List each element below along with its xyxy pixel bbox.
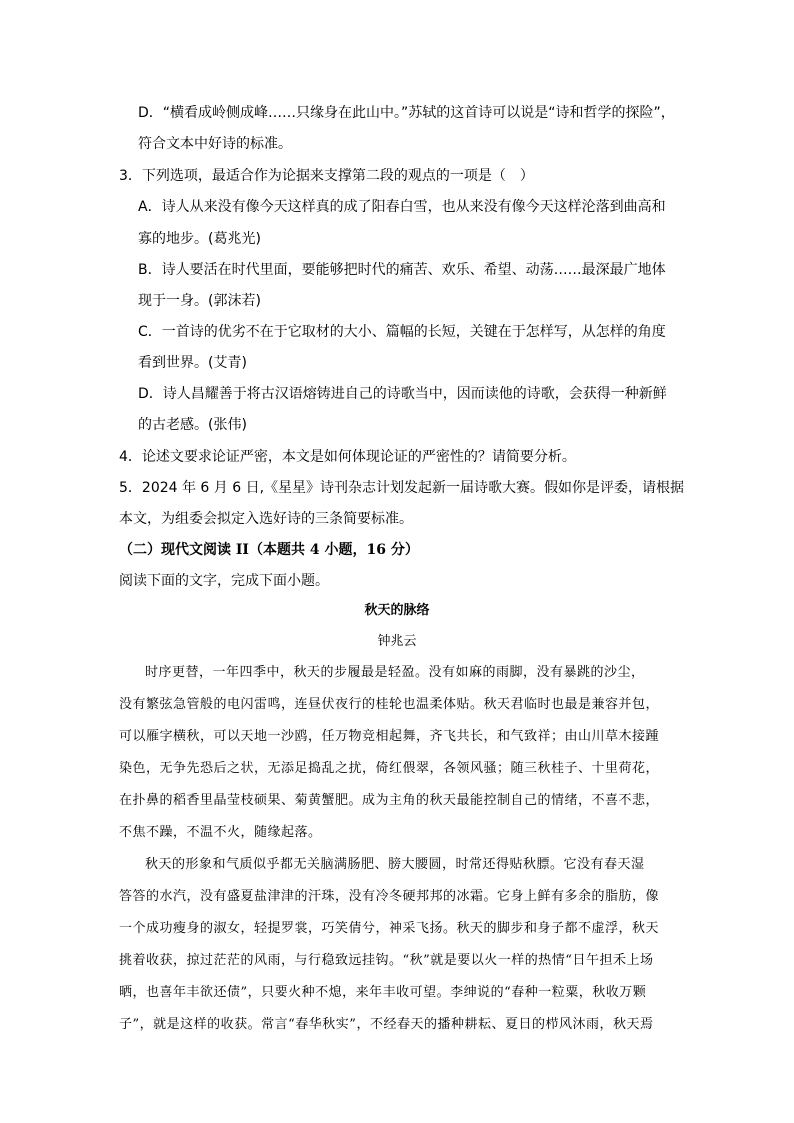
q3-option-a-line-1: A．诗人从来没有像今天这样真的成了阳春白雪，也从来没有像今天这样沦落到曲高和: [138, 199, 666, 215]
article-author: 钟兆云: [377, 634, 417, 649]
q3-option-b-line-1: B．诗人要活在时代里面，要能够把时代的痛苦、欢乐、希望、动荡……最深最广地体: [138, 262, 666, 278]
article-line: 时序更替，一年四季中，秋天的步履最是轻盈。没有如麻的雨脚，没有暴跳的沙尘，: [145, 665, 645, 680]
q3-option-d-line-1: D．诗人昌耀善于将古汉语熔铸进自己的诗歌当中，因而读他的诗歌，会获得一种新鲜: [138, 386, 667, 402]
article-line: 秋天的形象和气质似乎都无关脑满肠肥、膀大腰圆，时常还得贴秋膘。它没有春天湿: [145, 857, 645, 872]
q3-option-b-line-2: 现于一身。(郭沫若): [138, 293, 261, 309]
article-line: 在扑鼻的稻香里晶莹枝硕果、菊黄蟹肥。成为主角的秋天最能控制自己的情绪，不喜不悲，: [119, 793, 660, 808]
q3-option-d-line-2: 的古老感。(张伟): [138, 417, 247, 433]
article-line: 答答的水汽，没有盛夏盐津津的汗珠，没有冷冬硬邦邦的冰霜。它身上鲜有多余的脂肪，像: [119, 889, 660, 904]
question-3-stem: 3．下列选项，最适合作为论据来支撑第二段的观点的一项是（ ）: [119, 168, 534, 184]
q3-option-c-line-1: C．一首诗的优劣不在于它取材的大小、篇幅的长短，关键在于怎样写，从怎样的角度: [138, 324, 666, 340]
article-line: 子”，就是这样的收获。常言“春华秋实”，不经春天的播种耕耘、夏日的栉风沐雨，秋天焉: [119, 1017, 654, 1032]
question-5-line-2: 本文，为组委会拟定入选好诗的三条简要标准。: [119, 511, 413, 527]
q2-option-d-line-1: D．“横看成岭侧成峰……只缘身在此山中。”苏轼的这首诗可以说是“诗和哲学的探险”，: [138, 105, 675, 121]
article-line: 染色，无争先恐后之状，无添足捣乱之扰，倚红偎翠，各领风骚；随三秋桂子、十里荷花，: [119, 761, 660, 776]
section-heading: （二）现代文阅读 II（本题共 4 小题，16 分）: [119, 542, 419, 558]
q3-option-c-line-2: 看到世界。(艾青): [138, 355, 247, 371]
question-4: 4．论述文要求论证严密，本文是如何体现论证的严密性的？请简要分析。: [119, 449, 576, 465]
article-line: 晒，也喜年丰欲还债”，只要火种不熄，来年丰收可望。李绅说的“春种一粒粟，秋收万颗: [119, 985, 647, 1000]
article-line: 可以雁字横秋，可以天地一沙鸥，任万物竞相起舞，齐飞共长，和气致祥；由山川草木接踵: [119, 729, 660, 744]
article-line: 挑着收获，掠过茫茫的风雨，与行稳致远挂钩。“秋”就是要以火一样的热情“日午担禾上场: [119, 953, 654, 968]
article-title: 秋天的脉络: [364, 603, 430, 618]
section-instruction: 阅读下面的文字，完成下面小题。: [119, 573, 329, 589]
article-line: 没有繁弦急管般的电闪雷鸣，连昼伏夜行的桂轮也温柔体贴。秋天君临时也最是兼容并包，: [119, 697, 660, 712]
article-line: 一个成功瘦身的淑女，轻提罗裳，巧笑倩兮，神采飞扬。秋天的脚步和身子都不虚浮，秋天: [119, 921, 660, 936]
q2-option-d-line-2: 符合文本中好诗的标准。: [138, 136, 292, 152]
article-line: 不焦不躁，不温不火，随缘起落。: [119, 825, 322, 840]
question-5-line-1: 5．2024 年 6 月 6 日,《星星》诗刊杂志计划发起新一届诗歌大赛。假如你是评委，请根据: [119, 480, 685, 496]
q3-option-a-line-2: 寡的地步。(葛兆光): [138, 231, 261, 247]
